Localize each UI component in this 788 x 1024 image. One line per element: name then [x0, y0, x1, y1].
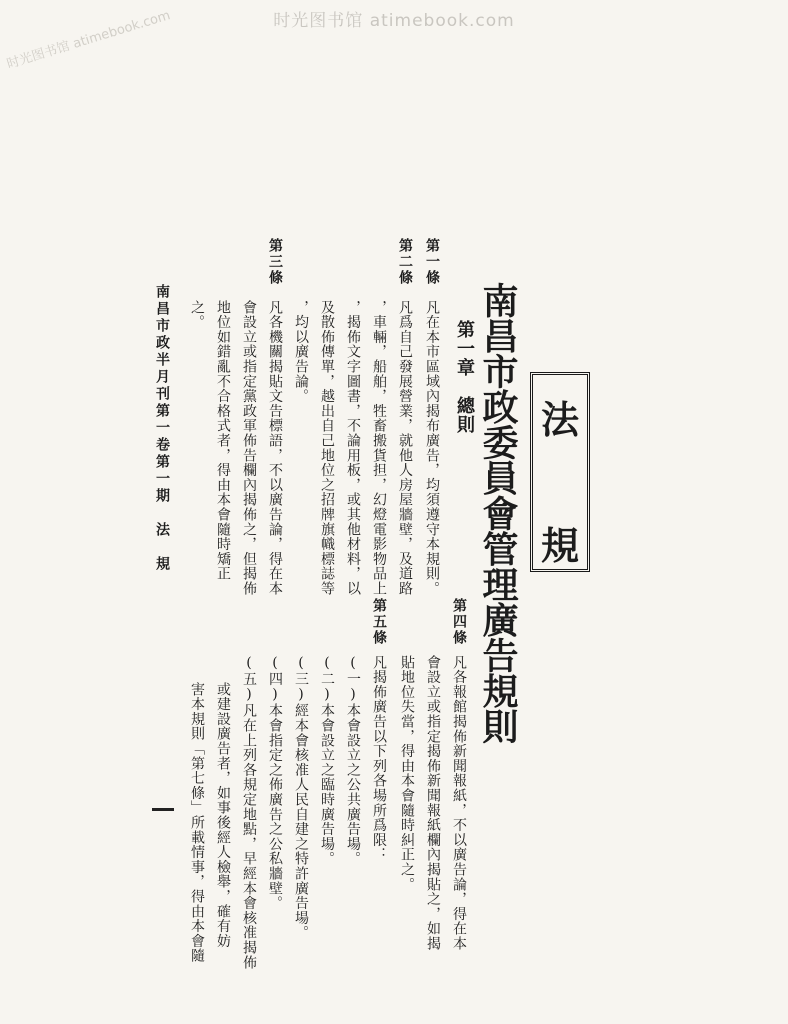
article-5-item-3: (三)經本會核准人民自建之特許廣告場。 [293, 655, 309, 941]
page-number [152, 808, 174, 811]
article-5-item-4: (四)本會指定之佈廣告之公私牆壁。 [267, 655, 283, 911]
section-box-char-1: 法 [541, 397, 580, 442]
article-5-text-1: 凡揭佈廣告以下列各場所爲限： [371, 655, 387, 863]
article-4-text-1: 凡各報館揭佈新聞報紙，不以廣告論，得在本 [451, 655, 467, 951]
article-5-item-5-cont-1: 或建設廣告者，如事後經人檢舉，確有妨 [215, 682, 231, 949]
article-2-text-1: 凡爲自己發展營業，就他人房屋牆壁，及道路 [397, 300, 413, 596]
article-3-label: 第三條 [267, 238, 283, 286]
watermark-top: 时光图书馆 atimebook.com [273, 11, 515, 31]
article-4-text-2: 會設立或指定揭佈新聞報紙欄內揭貼之，如揭 [425, 655, 441, 951]
article-3-text-1: 凡各機關揭貼文告標語，不以廣告論，得在本 [267, 300, 283, 596]
section-box-char-2: 規 [541, 523, 580, 568]
running-footer: 南昌市政半月刊第一卷第一期 法 規 [154, 284, 170, 573]
article-4-label: 第四條 [451, 598, 467, 646]
article-2-text-4: 及散佈傳單，越出自己地位之招牌旗幟標誌等 [319, 300, 335, 596]
article-3-text-3: 地位如錯亂不合格式者，得由本會隨時矯正 [215, 300, 231, 582]
article-5-item-5-cont-2: 害本規則「第七條」所載情事，得由本會隨 [189, 682, 205, 964]
article-2-text-3: ，揭佈文字圖書，不論用板，或其他材料，以 [345, 300, 361, 596]
article-1-label: 第一條 [424, 238, 440, 286]
article-5-item-2: (二)本會設立之臨時廣告場。 [319, 655, 335, 867]
article-1-text: 凡在本市區域內揭布廣告，均須遵守本規則。 [424, 300, 440, 596]
article-2-text-2: ，車輛，船舶，牲畜搬貨担，幻燈電影物品上 [371, 300, 387, 596]
article-3-text-2: 會設立或指定黨政軍佈告欄內揭佈之，但揭佈 [241, 300, 257, 596]
section-box [530, 372, 590, 572]
watermark-diagonal: 时光图书馆 atimebook.com [5, 8, 173, 73]
article-5-item-1: (一)本會設立之公共廣告場。 [345, 655, 361, 867]
article-3-text-4: 之。 [189, 300, 205, 330]
article-2-text-5: ，均以廣告論。 [293, 300, 309, 404]
chapter-heading: 第一章 總則 [454, 320, 475, 434]
page-title: 南昌市政委員會管理廣告規則 [477, 282, 519, 744]
article-4-text-3: 貼地位失當，得由本會隨時糾正之。 [399, 655, 415, 892]
article-5-label: 第五條 [371, 598, 387, 646]
article-5-item-5: (五)凡在上列各規定地點，早經本會核准揭佈 [241, 655, 257, 970]
article-2-label: 第二條 [397, 238, 413, 286]
